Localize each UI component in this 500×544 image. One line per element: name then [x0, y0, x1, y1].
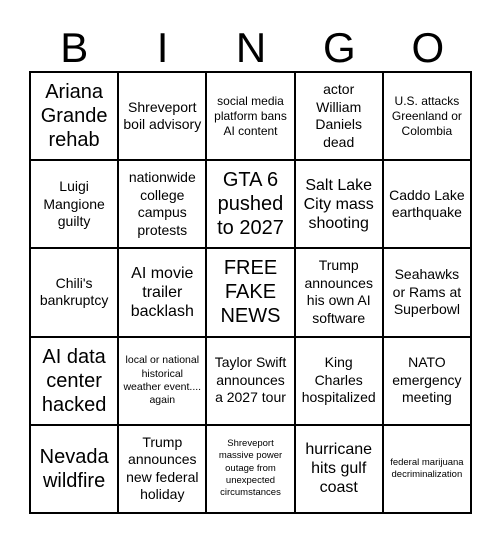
bingo-cell[interactable]: [30, 337, 118, 425]
cell-text: Chili's bankruptcy: [39, 274, 109, 309]
bingo-cell[interactable]: [295, 425, 383, 513]
bingo-cell-free[interactable]: [206, 248, 294, 336]
cell-text: social media platform bans AI content: [214, 93, 287, 138]
cell-text: nationwide college campus protests: [128, 169, 196, 238]
bingo-cell[interactable]: [383, 337, 471, 425]
cell-text: Taylor Swift announces a 2027 tour: [214, 354, 287, 406]
bingo-cell[interactable]: [118, 337, 206, 425]
bingo-cell[interactable]: [206, 160, 294, 248]
bingo-cell[interactable]: [30, 72, 118, 160]
bingo-cell[interactable]: [206, 72, 294, 160]
cell-text: AI movie trailer backlash: [130, 264, 194, 321]
bingo-cell[interactable]: [206, 425, 294, 513]
cell-text: actor William Daniels dead: [315, 81, 363, 150]
header-letter-g: G: [323, 24, 356, 71]
bingo-cell[interactable]: [206, 337, 294, 425]
bingo-cell[interactable]: [30, 425, 118, 513]
bingo-cell[interactable]: [118, 160, 206, 248]
header-letter-o: O: [411, 24, 445, 71]
cell-text: Shreveport boil advisory: [123, 98, 202, 133]
cell-text: Shreveport massive power outage from unexpected circumstances: [218, 438, 283, 499]
bingo-header: [30, 22, 472, 74]
cell-text: Trump announces his own AI software: [304, 257, 373, 326]
cell-text: Luigi Mangione guilty: [43, 178, 105, 230]
bingo-cell[interactable]: [383, 248, 471, 336]
cell-text: hurricane hits gulf coast: [305, 441, 373, 497]
bingo-grid: [29, 71, 472, 514]
cell-text: Ariana Grande rehab: [40, 81, 108, 152]
cell-text: King Charles hospitalized: [301, 354, 376, 406]
header-letter-i: I: [156, 24, 169, 71]
cell-text: federal marijuana decriminalization: [390, 456, 464, 480]
header-letter-n: N: [235, 24, 267, 71]
bingo-cell[interactable]: [118, 425, 206, 513]
cell-text: AI data center hacked: [41, 345, 107, 416]
cell-text: Trump announces new federal holiday: [126, 433, 199, 503]
cell-text: GTA 6 pushed to 2027: [217, 169, 284, 240]
bingo-cell[interactable]: [383, 425, 471, 513]
bingo-cell[interactable]: [295, 72, 383, 160]
bingo-cell[interactable]: [295, 337, 383, 425]
bingo-cell[interactable]: [30, 160, 118, 248]
bingo-cell[interactable]: [295, 248, 383, 336]
cell-text: Caddo Lake earthquake: [389, 186, 465, 221]
cell-text: local or national historical weather event.... again: [123, 354, 202, 406]
cell-text: Nevada wildfire: [39, 445, 109, 492]
bingo-cell[interactable]: [383, 72, 471, 160]
cell-text: U.S. attacks Greenland or Colombia: [391, 93, 462, 138]
bingo-cell[interactable]: [30, 248, 118, 336]
cell-text: FREE FAKE NEWS: [220, 257, 281, 328]
header-letter-b: B: [60, 24, 89, 71]
cell-text: Salt Lake City mass shooting: [303, 176, 374, 232]
bingo-cell[interactable]: [118, 72, 206, 160]
cell-text: Seahawks or Rams at Superbowl: [392, 266, 462, 318]
cell-text: NATO emergency meeting: [392, 354, 462, 406]
bingo-cell[interactable]: [118, 248, 206, 336]
bingo-cell[interactable]: [383, 160, 471, 248]
bingo-cell[interactable]: [295, 160, 383, 248]
